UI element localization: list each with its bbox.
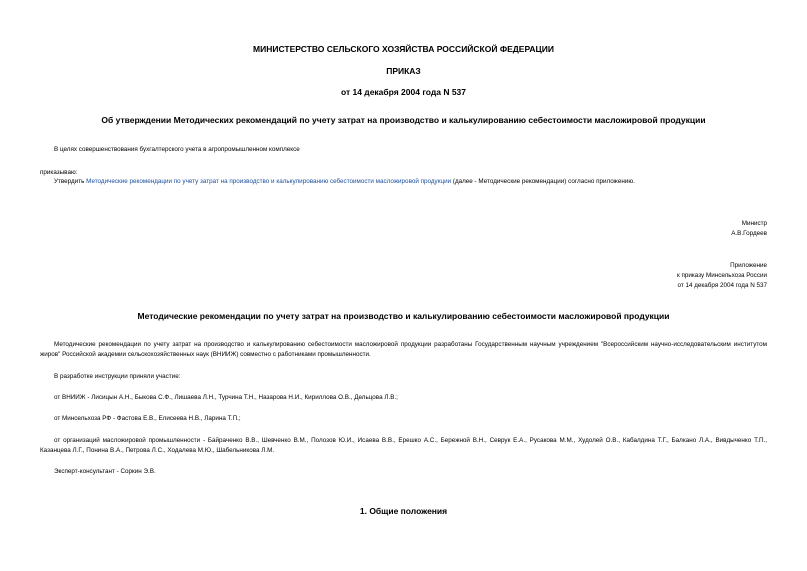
recommendations-link[interactable]: Методические рекомендации по учету затрат на производство и калькулированию себестоимости масложировой продукции <box>86 178 452 185</box>
participants-intro-text: В разработке инструкции приняли участие: <box>54 373 181 380</box>
minselkhoz-text: от Минсельхоза РФ - Фастова Е.В., Елисеева Н.В., Ларина Т.П.; <box>54 415 241 422</box>
signature-role: Министр <box>741 220 767 227</box>
order-heading: ПРИКАЗ <box>386 66 421 76</box>
participants-minselkhoz <box>40 414 767 424</box>
order-title: Об утверждении Методических рекомендаций по учету затрат на производство и калькулированию себестоимости масложировой продукции <box>101 115 706 125</box>
expert-text: Эксперт-консультант - Соркин Э.В. <box>54 468 156 475</box>
signature-block <box>731 219 767 239</box>
section-heading: 1. Общие положения <box>359 506 448 516</box>
participants-vniizh <box>40 393 767 403</box>
appendix-block <box>677 261 767 291</box>
recommendations-title: Методические рекомендации по учету затрат на производство и калькулированию себестоимости масложировой продукции <box>137 311 670 321</box>
ministry-heading: МИНИСТЕРСТВО СЕЛЬСКОГО ХОЗЯЙСТВА РОССИЙСКОЙ ФЕДЕРАЦИИ <box>253 44 554 54</box>
signature-name: А.В.Гордеев <box>731 230 767 237</box>
appendix-line-2: к приказу Минсельхоза России <box>676 272 767 279</box>
organizations-text: от организаций масложировой промышленности - Байраченко В.В., Шевченко В.М., Полозов Ю.И., Исаева В.В., Ерешко А.С., Бережной В.Н., Севрук Е.А., Русакова М.М., Худолей О.В., Кабалдина Т.Г., Балкано Л.А., Вивдыченко Т.П., Казанцева Л.Г., Понина В.А., Петрова Л.С., Ходалева М.Ю., Шабельникова Л.М. <box>40 437 767 454</box>
participants-organizations <box>40 436 767 456</box>
recommendations-intro <box>40 340 767 360</box>
intro-text: Методические рекомендации по учету затрат на производство и калькулированию себестоимости масложировой продукции разработаны Государственным научным учреждением "Всероссийским научно-исследовательским институтом жиров" Российской академии сельскохозяйственных наук (ВНИИЖ) совместно с работниками промышленности. <box>40 341 767 358</box>
approve-paragraph <box>54 177 774 187</box>
approve-prefix: Утвердить <box>54 178 87 185</box>
approve-suffix: (далее - Методические рекомендации) согласно приложению. <box>451 178 635 185</box>
order-date-number: от 14 декабря 2004 года N 537 <box>340 87 467 97</box>
vniizh-text: от ВНИИЖ - Лисицын А.Н., Быкова С.Ф., Лишаева Л.Н., Турчина Т.Н., Назарова Н.И., Кириллова О.В., Дельцова Л.В.; <box>54 394 398 401</box>
expert-consultant <box>40 467 767 477</box>
appendix-line-1: Приложение <box>730 262 767 269</box>
order-preamble: В целях совершенствования бухгалтерского учета в агропромышленном комплексе <box>54 146 300 153</box>
appendix-line-3: от 14 декабря 2004 года N 537 <box>677 282 767 289</box>
participants-intro <box>40 372 767 382</box>
orders-word: приказываю: <box>40 169 78 176</box>
